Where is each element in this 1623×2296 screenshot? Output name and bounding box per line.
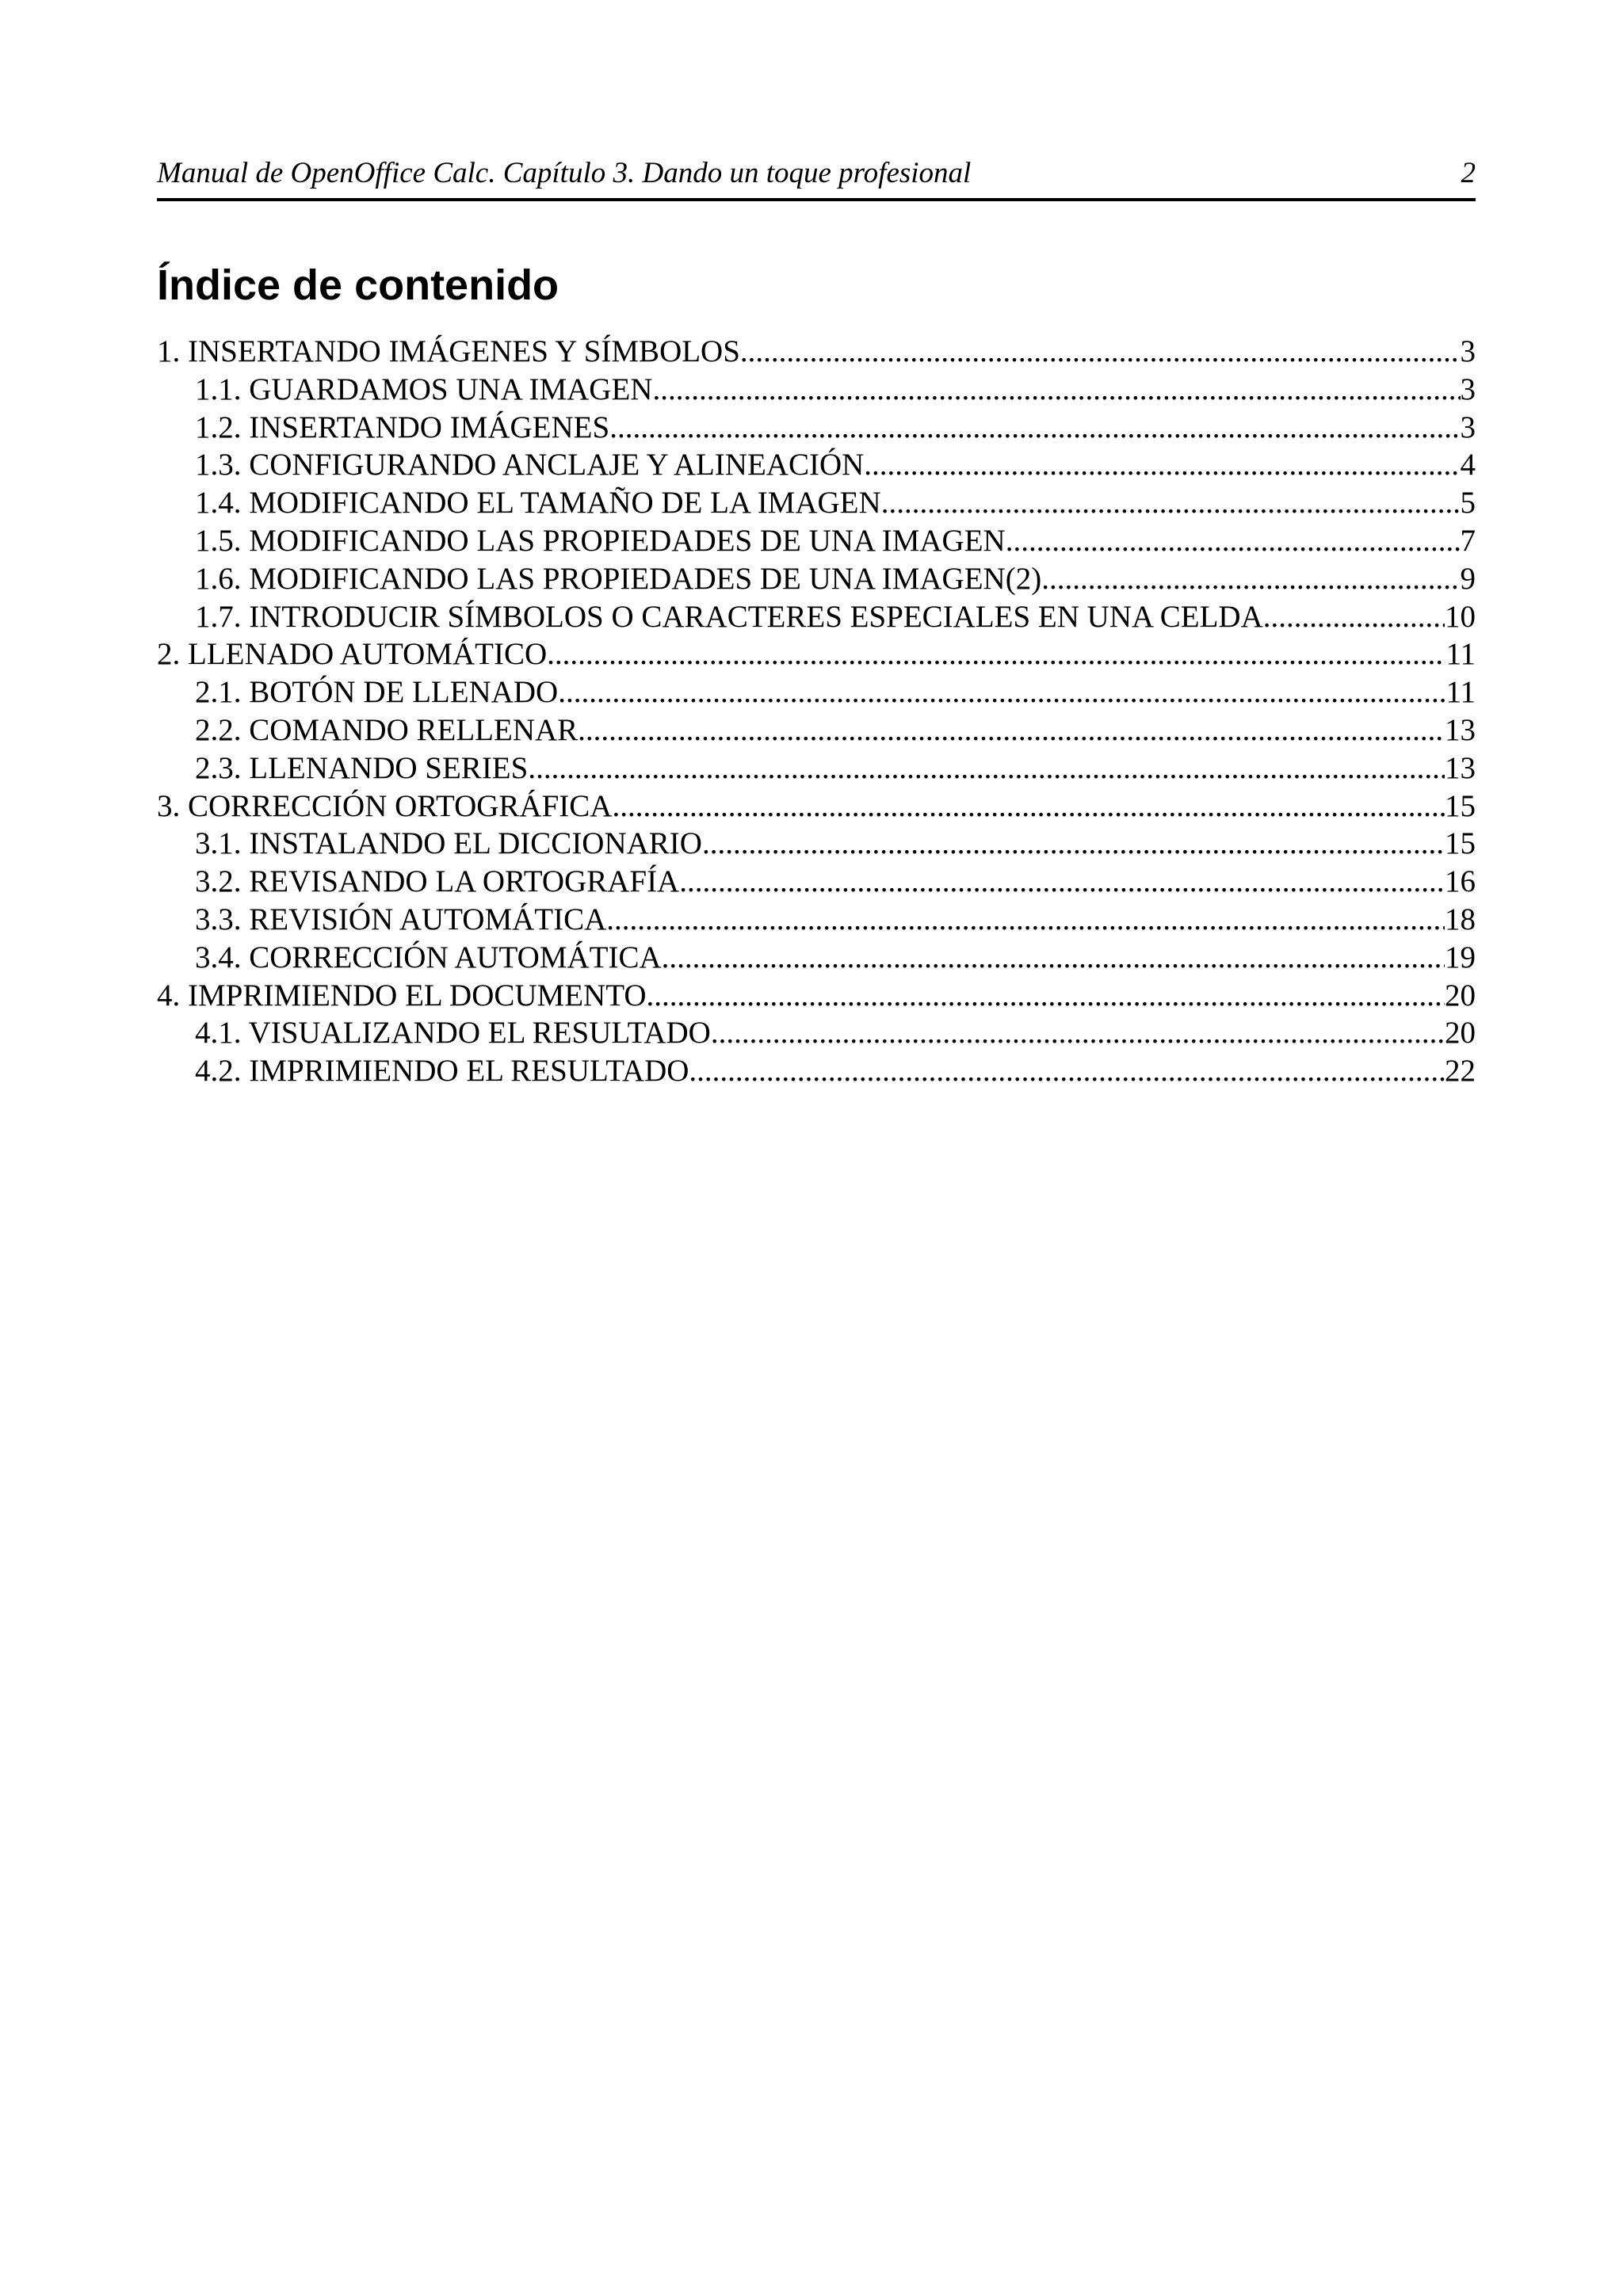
- toc-entry[interactable]: [157, 371, 1476, 409]
- toc-entry[interactable]: [157, 1014, 1476, 1052]
- toc-entry-text: 2.1. BOTÓN DE LLENADO: [195, 675, 559, 710]
- toc-entry[interactable]: [157, 560, 1476, 598]
- toc-entry-page: 19: [1445, 940, 1476, 974]
- toc-dot-leader: [609, 409, 1460, 447]
- toc-entry-page: 20: [1445, 1016, 1476, 1051]
- toc-dot-leader: [689, 1052, 1445, 1090]
- toc-dot-leader: [647, 977, 1445, 1015]
- toc-entry-text: 2.2. COMANDO RELLENAR: [195, 712, 579, 747]
- toc-entry-text: 4.1. VISUALIZANDO EL RESULTADO: [195, 1016, 711, 1051]
- header-page-number: 2: [1461, 157, 1476, 189]
- toc-entry-text: 1.1. GUARDAMOS UNA IMAGEN: [195, 372, 653, 406]
- toc-entry[interactable]: [157, 788, 1476, 826]
- toc-entry-text: 3.2. REVISANDO LA ORTOGRAFÍA: [195, 864, 680, 899]
- toc-dot-leader: [547, 635, 1445, 673]
- toc-dot-leader: [606, 901, 1445, 939]
- toc-entry-page: 16: [1445, 864, 1476, 899]
- toc-entry-text: 1.7. INTRODUCIR SÍMBOLOS O CARACTERES ESPECIALES EN UNA CELDA: [195, 599, 1263, 634]
- toc-entry-text: 3. CORRECCIÓN ORTOGRÁFICA: [157, 788, 613, 823]
- toc-entry-page: 3: [1460, 372, 1476, 406]
- header-rule: [157, 198, 1476, 201]
- toc-entry-page: 3: [1460, 334, 1476, 368]
- toc-entry-page: 5: [1460, 486, 1476, 521]
- toc-entry-text: 3.3. REVISIÓN AUTOMÁTICA: [195, 902, 607, 936]
- toc-entry-text: 3.4. CORRECCIÓN AUTOMÁTICA: [195, 940, 662, 974]
- toc-entry-page: 10: [1445, 599, 1476, 634]
- toc-dot-leader: [679, 863, 1445, 901]
- toc-entry-text: 3.1. INSTALANDO EL DICCIONARIO: [195, 826, 702, 861]
- toc-dot-leader: [881, 484, 1461, 522]
- toc-dot-leader: [578, 711, 1445, 749]
- toc-entry[interactable]: [157, 939, 1476, 977]
- toc-entry-text: 4. IMPRIMIENDO EL DOCUMENTO: [157, 978, 647, 1013]
- toc-entry[interactable]: [157, 484, 1476, 522]
- toc-dot-leader: [528, 749, 1445, 788]
- toc-entry[interactable]: [157, 1052, 1476, 1090]
- toc-dot-leader: [662, 939, 1445, 977]
- toc-entry[interactable]: [157, 333, 1476, 371]
- toc-entry[interactable]: [157, 863, 1476, 901]
- toc-dot-leader: [1041, 560, 1460, 598]
- toc-entry[interactable]: [157, 901, 1476, 939]
- toc-entry-page: 18: [1445, 902, 1476, 936]
- toc-entry-text: 1.5. MODIFICANDO LAS PROPIEDADES DE UNA IMAGEN: [195, 523, 1006, 558]
- toc-entry[interactable]: [157, 749, 1476, 788]
- toc-entry-text: 1.4. MODIFICANDO EL TAMAÑO DE LA IMAGEN: [195, 486, 881, 521]
- toc-entry[interactable]: [157, 635, 1476, 673]
- toc-entry[interactable]: [157, 825, 1476, 863]
- toc-entry-page: 3: [1460, 410, 1476, 444]
- toc-entry[interactable]: [157, 446, 1476, 484]
- toc-entry-page: 9: [1460, 561, 1476, 596]
- toc-dot-leader: [740, 333, 1461, 371]
- toc-entry[interactable]: [157, 977, 1476, 1015]
- toc-entry-text: 1.6. MODIFICANDO LAS PROPIEDADES DE UNA IMAGEN(2): [195, 561, 1042, 596]
- toc-dot-leader: [702, 825, 1445, 863]
- toc-dot-leader: [652, 371, 1460, 409]
- toc-entry-text: 1. INSERTANDO IMÁGENES Y SÍMBOLOS: [157, 334, 740, 368]
- toc-entry-page: 13: [1445, 712, 1476, 747]
- table-of-contents: [157, 333, 1476, 1090]
- toc-entry-page: 11: [1445, 637, 1476, 672]
- toc-entry[interactable]: [157, 598, 1476, 636]
- toc-entry-text: 1.2. INSERTANDO IMÁGENES: [195, 410, 610, 444]
- toc-dot-leader: [1006, 522, 1461, 560]
- toc-entry-page: 22: [1445, 1054, 1476, 1089]
- toc-entry-text: 2.3. LLENANDO SERIES: [195, 750, 529, 785]
- toc-entry-page: 7: [1460, 523, 1476, 558]
- toc-title: Índice de contenido: [157, 261, 559, 309]
- toc-entry[interactable]: [157, 409, 1476, 447]
- toc-entry[interactable]: [157, 673, 1476, 711]
- toc-entry-text: 2. LLENADO AUTOMÁTICO: [157, 637, 548, 672]
- toc-entry[interactable]: [157, 522, 1476, 560]
- toc-entry-page: 20: [1445, 978, 1476, 1013]
- toc-dot-leader: [1263, 598, 1445, 636]
- toc-dot-leader: [711, 1014, 1445, 1052]
- toc-entry-page: 4: [1460, 448, 1476, 482]
- toc-dot-leader: [612, 788, 1445, 826]
- toc-entry-page: 13: [1445, 750, 1476, 785]
- header-title: Manual de OpenOffice Calc. Capítulo 3. Dando un toque profesional: [157, 157, 972, 189]
- toc-entry-text: 4.2. IMPRIMIENDO EL RESULTADO: [195, 1054, 689, 1089]
- toc-dot-leader: [864, 446, 1460, 484]
- toc-dot-leader: [558, 673, 1445, 711]
- toc-entry-text: 1.3. CONFIGURANDO ANCLAJE Y ALINEACIÓN: [195, 448, 865, 482]
- toc-entry[interactable]: [157, 711, 1476, 749]
- toc-entry-page: 15: [1445, 826, 1476, 861]
- running-header: [157, 155, 1476, 192]
- toc-entry-page: 11: [1445, 675, 1476, 710]
- toc-entry-page: 15: [1445, 788, 1476, 823]
